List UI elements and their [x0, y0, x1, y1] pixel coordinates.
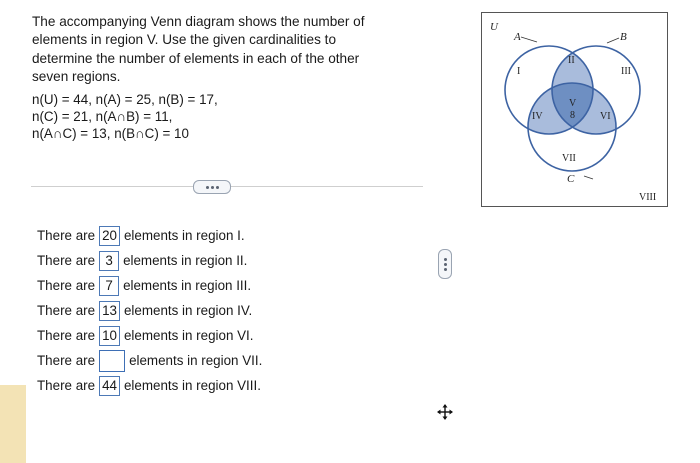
set-a-label: A: [514, 31, 521, 43]
answer-input-region-viii[interactable]: 44: [99, 376, 120, 396]
expand-more-button[interactable]: [193, 180, 231, 194]
question-line: seven regions.: [32, 69, 121, 85]
region-ii-label: II: [568, 55, 575, 66]
answer-input-region-iii[interactable]: 7: [99, 276, 119, 296]
universe-label: U: [490, 21, 498, 33]
answer-suffix: elements in region IV.: [123, 303, 253, 318]
answer-input-region-vi[interactable]: 10: [99, 326, 120, 346]
answer-row-region-viii: [37, 373, 262, 398]
move-cursor-icon: [437, 404, 453, 420]
answer-row-region-iv: [37, 298, 262, 323]
answer-input-region-vii[interactable]: [99, 350, 125, 372]
answer-suffix: elements in region III.: [123, 278, 252, 293]
given-line: n(A∩C) = 13, n(B∩C) = 10: [32, 126, 189, 142]
answer-row-region-vii: [37, 348, 262, 373]
dot-icon: [211, 186, 214, 189]
region-iv-label: IV: [532, 111, 543, 122]
region-v-label: V: [569, 98, 577, 109]
question-line: determine the number of elements in each of the other: [32, 50, 360, 66]
answer-suffix: elements in region VI.: [123, 328, 254, 343]
answer-input-region-iv[interactable]: 13: [99, 301, 120, 321]
given-line: n(U) = 44, n(A) = 25, n(B) = 17,: [32, 91, 218, 107]
region-vi-label: VI: [600, 111, 611, 122]
given-cardinalities: [32, 91, 404, 143]
answer-suffix: elements in region VII.: [129, 353, 263, 368]
dot-icon: [206, 186, 209, 189]
region-viii-label: VIII: [639, 192, 657, 203]
region-vii-label: VII: [562, 153, 576, 164]
answer-prefix: There are: [37, 253, 96, 268]
set-b-label: B: [620, 31, 627, 43]
region-iii-label: III: [621, 66, 631, 77]
region-i-label: I: [517, 66, 521, 77]
given-line: n(C) = 21, n(A∩B) = 11,: [32, 109, 173, 125]
panel-resize-handle[interactable]: [438, 249, 452, 279]
answer-row-region-iii: [37, 273, 262, 298]
answer-suffix: elements in region II.: [123, 253, 248, 268]
answer-prefix: There are: [37, 328, 96, 343]
answer-row-region-i: [37, 223, 262, 248]
answer-suffix: elements in region VIII.: [123, 378, 261, 393]
answer-prefix: There are: [37, 228, 96, 243]
question-line: elements in region V. Use the given cardinalities to: [32, 32, 337, 48]
dot-icon: [444, 263, 447, 266]
dot-icon: [216, 186, 219, 189]
answer-prefix: There are: [37, 378, 96, 393]
answer-suffix: elements in region I.: [123, 228, 245, 243]
answer-input-region-ii[interactable]: 3: [99, 251, 119, 271]
left-edge-strip: [0, 385, 26, 463]
dot-icon: [444, 258, 447, 261]
answer-list: [37, 223, 262, 398]
answer-prefix: There are: [37, 278, 96, 293]
dot-icon: [444, 268, 447, 271]
region-v-value: 8: [570, 110, 575, 121]
answer-prefix: There are: [37, 303, 96, 318]
answer-prefix: There are: [37, 353, 96, 368]
answer-input-region-i[interactable]: 20: [99, 226, 120, 246]
set-c-label: C: [567, 173, 575, 185]
venn-diagram: [481, 12, 668, 207]
question-line: The accompanying Venn diagram shows the number of: [32, 14, 365, 29]
answer-row-region-vi: [37, 323, 262, 348]
question-text: [32, 13, 404, 143]
answer-row-region-ii: [37, 248, 262, 273]
